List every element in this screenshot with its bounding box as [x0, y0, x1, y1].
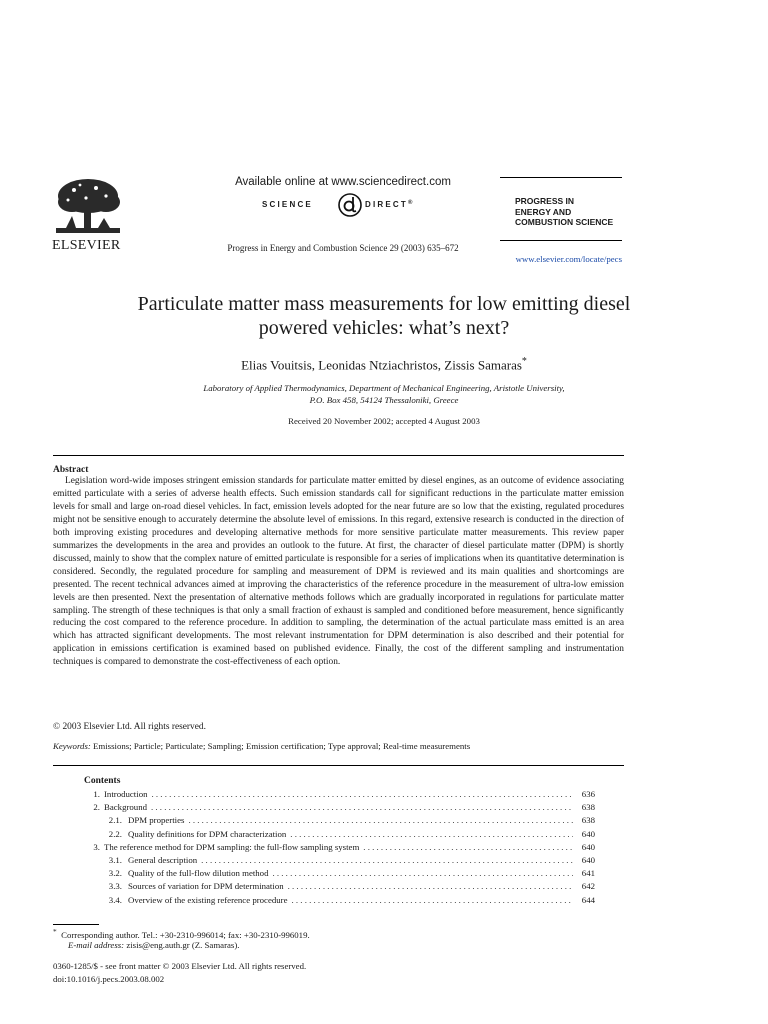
abstract-copyright: © 2003 Elsevier Ltd. All rights reserved. — [53, 722, 206, 732]
elsevier-tree-logo — [52, 176, 124, 236]
toc-item[interactable]: 3. The reference method for DPM sampling: the full-flow sampling system . . . 640 — [84, 842, 595, 855]
author-email-link[interactable]: zisis@eng.auth.gr (Z. Samaras). — [126, 940, 240, 950]
contents-heading: Contents — [84, 776, 121, 786]
sciencedirect-logo[interactable] — [262, 192, 432, 218]
journal-url-link[interactable]: www.elsevier.com/locate/pecs — [515, 254, 622, 264]
journal-bottom-rule — [500, 240, 622, 241]
email-footnote: E-mail address: zisis@eng.auth.gr (Z. Samaras). — [68, 940, 240, 950]
toc-item[interactable]: 3.4. Overview of the existing reference procedure . . . 644 — [84, 895, 595, 908]
doi-link[interactable]: doi:10.1016/j.pecs.2003.08.002 — [53, 974, 165, 984]
received-dates: Received 20 November 2002; accepted 4 August 2003 — [288, 416, 480, 426]
contents-top-rule — [53, 765, 624, 766]
toc-item[interactable]: 2.2. Quality definitions for DPM characterization . . . 640 — [84, 829, 595, 842]
corresponding-author-mark[interactable]: * — [521, 356, 527, 367]
abstract-top-rule — [53, 455, 624, 456]
article-title: Particulate matter mass measurements for low emitting diesel powered vehicles: what’s next? — [137, 293, 631, 339]
abstract-text: Legislation word-wide imposes stringent emission standards for particulate matter emitted by diesel engines, as an outcome of evidence associating emitted particulate with a series of adverse health effects. Such emission standards call for significant reductions in the particulate matter emission levels for small and large on-road diesel vehicles. In fact, emission levels adopted for the near future are so low that the existing, regulated procedures might not be sensitive enough to accurately determine the absolute level of emissions. In this regard, extensive research is conducted in the direction of both improving existing procedures and developing alternative methods for more sensitive particulate matter measurements. This review paper summarizes the developments in the area and provides an outlook to the future. At first, the character of diesel particulate matter (DPM) is shortly discussed, mainly to show that the complex nature of emitted particulate is responsible for a series of implications when its quantitative determination is considered. Secondly, the regulated procedure for sampling and measurement of DPM is reviewed and its main qualities and shortcomings are presented. The recent technical advances aimed at improving the characteristics of the reference procedure in the measurement of ultra-low emission levels are then presented. Next the presentation of alternative methods follows which are gradually incorporated in regulations for particulate matter sampling. The strength of these techniques is that only a small fraction of exhaust is sampled and conditioned before measurement, hence significantly reducing the cost compared to the reference procedure. In addition to sampling, the determination of the actual particulate mass emitted is an area which has attracted significant developments. The most relevant instrumentation for DPM determination is also described and their potential for application in emissions certification is examined based on published evidence. Finally, the cost of the different sampling and instrumentation techniques is compared to demonstrate the cost-effectiveness of each option. — [53, 476, 624, 668]
available-online-link[interactable]: Available online at www.sciencedirect.com — [235, 176, 451, 188]
journal-name: PROGRESS IN ENERGY AND COMBUSTION SCIENCE — [515, 196, 614, 227]
table-of-contents — [84, 789, 595, 908]
sd-direct-text: DIRECT® — [365, 200, 413, 209]
journal-top-rule — [500, 177, 622, 178]
toc-item[interactable]: 2. Background . . . 638 — [84, 802, 595, 815]
sd-science-text: SCIENCE — [262, 200, 313, 209]
journal-reference: Progress in Energy and Combustion Science 29 (2003) 635–672 — [227, 243, 459, 253]
toc-item[interactable]: 3.1. General description . . . 640 — [84, 855, 595, 868]
footnote-rule — [53, 924, 99, 925]
toc-item[interactable]: 3.2. Quality of the full-flow dilution method . . . 641 — [84, 868, 595, 881]
sciencedirect-at-icon — [337, 192, 363, 218]
toc-item[interactable]: 3.3. Sources of variation for DPM determination . . . 642 — [84, 881, 595, 894]
abstract-heading: Abstract — [53, 465, 89, 475]
issn-line: 0360-1285/$ - see front matter © 2003 Elsevier Ltd. All rights reserved. — [53, 961, 307, 971]
publisher-wordmark: ELSEVIER — [52, 238, 121, 253]
corresponding-author-footnote: * Corresponding author. Tel.: +30-2310-996014; fax: +30-2310-996019. — [53, 927, 310, 940]
keywords: Keywords: Emissions; Particle; Particulate; Sampling; Emission certification; Type approval; Real-time measurements — [53, 741, 471, 751]
toc-item[interactable]: 1. Introduction . . . 636 — [84, 789, 595, 802]
affiliation: Laboratory of Applied Thermodynamics, Department of Mechanical Engineering, Aristotle University, P.O. Box 458, 54124 Thessaloniki, Greece — [203, 383, 565, 405]
author-list: Elias Vouitsis, Leonidas Ntziachristos, Zissis Samaras* — [241, 356, 527, 373]
toc-item[interactable]: 2.1. DPM properties . . . 638 — [84, 815, 595, 828]
